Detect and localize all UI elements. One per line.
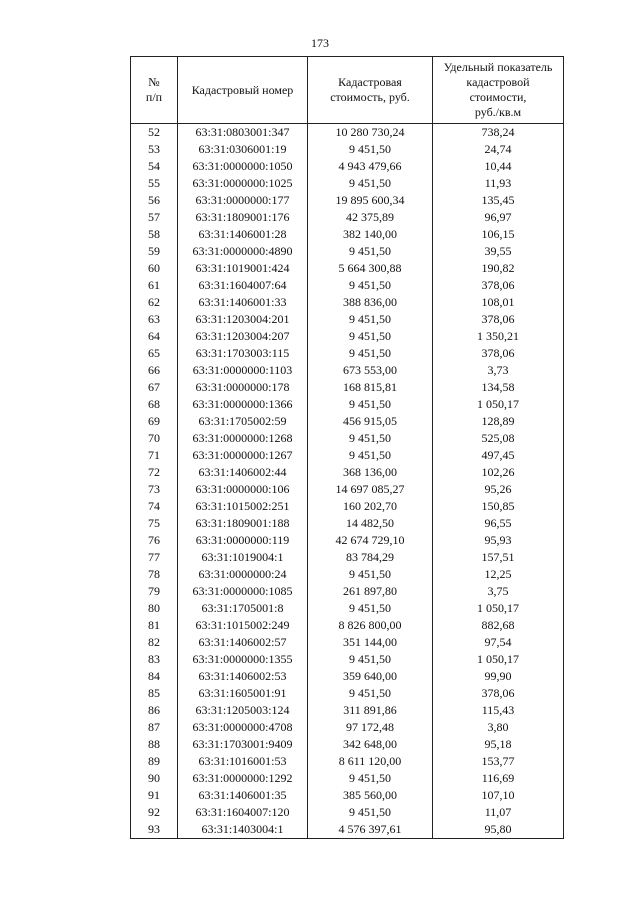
specific-indicator-cell: 11,93 xyxy=(433,175,564,192)
cadastral-number-cell: 63:31:0000000:4708 xyxy=(178,719,308,736)
row-number-cell: 77 xyxy=(131,549,178,566)
row-number-cell: 52 xyxy=(131,124,178,142)
specific-indicator-cell: 378,06 xyxy=(433,685,564,702)
cadastral-value-cell: 4 943 479,66 xyxy=(308,158,433,175)
row-number-cell: 63 xyxy=(131,311,178,328)
cadastral-value-cell: 9 451,50 xyxy=(308,328,433,345)
specific-indicator-cell: 128,89 xyxy=(433,413,564,430)
specific-indicator-cell: 95,18 xyxy=(433,736,564,753)
cadastral-number-cell: 63:31:1406001:33 xyxy=(178,294,308,311)
specific-indicator-cell: 1 050,17 xyxy=(433,396,564,413)
specific-indicator-cell: 1 050,17 xyxy=(433,651,564,668)
cadastral-value-cell: 9 451,50 xyxy=(308,600,433,617)
cadastral-number-cell: 63:31:0000000:24 xyxy=(178,566,308,583)
table-row xyxy=(131,498,564,515)
cadastral-value-cell: 9 451,50 xyxy=(308,243,433,260)
row-number-cell: 76 xyxy=(131,532,178,549)
header-row xyxy=(131,57,564,124)
specific-indicator-cell: 99,90 xyxy=(433,668,564,685)
row-number-cell: 67 xyxy=(131,379,178,396)
specific-indicator-cell: 378,06 xyxy=(433,345,564,362)
cadastral-number-cell: 63:31:1705002:59 xyxy=(178,413,308,430)
table-row xyxy=(131,447,564,464)
specific-indicator-cell: 190,82 xyxy=(433,260,564,277)
cadastral-value-cell: 9 451,50 xyxy=(308,685,433,702)
cadastral-number-cell: 63:31:1406002:57 xyxy=(178,634,308,651)
row-number-cell: 58 xyxy=(131,226,178,243)
table-row xyxy=(131,532,564,549)
specific-indicator-cell: 95,26 xyxy=(433,481,564,498)
row-number-cell: 61 xyxy=(131,277,178,294)
specific-indicator-cell: 95,80 xyxy=(433,821,564,839)
specific-indicator-cell: 1 050,17 xyxy=(433,600,564,617)
row-number-cell: 93 xyxy=(131,821,178,839)
specific-indicator-cell: 738,24 xyxy=(433,124,564,142)
row-number-cell: 72 xyxy=(131,464,178,481)
cadastral-number-cell: 63:31:1015002:249 xyxy=(178,617,308,634)
cadastral-value-cell: 9 451,50 xyxy=(308,804,433,821)
cadastral-value-cell: 456 915,05 xyxy=(308,413,433,430)
cadastral-value-cell: 9 451,50 xyxy=(308,430,433,447)
cadastral-number-cell: 63:31:0306001:19 xyxy=(178,141,308,158)
cadastral-number-cell: 63:31:0803001:347 xyxy=(178,124,308,142)
row-number-cell: 56 xyxy=(131,192,178,209)
cadastral-value-cell: 9 451,50 xyxy=(308,175,433,192)
row-number-cell: 57 xyxy=(131,209,178,226)
row-number-cell: 78 xyxy=(131,566,178,583)
cadastral-value-cell: 8 826 800,00 xyxy=(308,617,433,634)
cadastral-number-cell: 63:31:1605001:91 xyxy=(178,685,308,702)
cadastral-value-cell: 9 451,50 xyxy=(308,447,433,464)
specific-indicator-cell: 106,15 xyxy=(433,226,564,243)
table-body xyxy=(131,124,564,839)
specific-indicator-cell: 525,08 xyxy=(433,430,564,447)
specific-indicator-cell: 3,73 xyxy=(433,362,564,379)
table-row xyxy=(131,243,564,260)
table-row xyxy=(131,787,564,804)
table-row xyxy=(131,192,564,209)
row-number-cell: 59 xyxy=(131,243,178,260)
cadastral-number-cell: 63:31:1203004:207 xyxy=(178,328,308,345)
table-row xyxy=(131,566,564,583)
specific-indicator-cell: 134,58 xyxy=(433,379,564,396)
specific-indicator-cell: 39,55 xyxy=(433,243,564,260)
row-number-cell: 90 xyxy=(131,770,178,787)
table-row xyxy=(131,583,564,600)
cadastral-number-cell: 63:31:0000000:1050 xyxy=(178,158,308,175)
specific-indicator-cell: 97,54 xyxy=(433,634,564,651)
table-row xyxy=(131,175,564,192)
row-number-cell: 71 xyxy=(131,447,178,464)
cadastral-value-cell: 19 895 600,34 xyxy=(308,192,433,209)
cadastral-value-cell: 9 451,50 xyxy=(308,277,433,294)
specific-indicator-cell: 96,97 xyxy=(433,209,564,226)
cadastral-number-cell: 63:31:1604007:64 xyxy=(178,277,308,294)
row-number-cell: 87 xyxy=(131,719,178,736)
row-number-cell: 79 xyxy=(131,583,178,600)
table-header xyxy=(131,57,564,124)
cadastral-number-cell: 63:31:1205003:124 xyxy=(178,702,308,719)
row-number-cell: 74 xyxy=(131,498,178,515)
cadastral-value-cell: 311 891,86 xyxy=(308,702,433,719)
cadastral-value-cell: 388 836,00 xyxy=(308,294,433,311)
table-row xyxy=(131,430,564,447)
table-row xyxy=(131,634,564,651)
cadastral-value-cell: 351 144,00 xyxy=(308,634,433,651)
cadastral-value-cell: 385 560,00 xyxy=(308,787,433,804)
row-number-cell: 81 xyxy=(131,617,178,634)
row-number-cell: 86 xyxy=(131,702,178,719)
page-number: 173 xyxy=(311,36,329,50)
cadastral-number-cell: 63:31:0000000:1366 xyxy=(178,396,308,413)
cadastral-value-cell: 9 451,50 xyxy=(308,770,433,787)
row-number-cell: 66 xyxy=(131,362,178,379)
table-row xyxy=(131,753,564,770)
table-row xyxy=(131,294,564,311)
specific-indicator-cell: 10,44 xyxy=(433,158,564,175)
row-number-cell: 84 xyxy=(131,668,178,685)
table-row xyxy=(131,209,564,226)
table-row xyxy=(131,702,564,719)
cadastral-number-cell: 63:31:1019001:424 xyxy=(178,260,308,277)
table-row xyxy=(131,515,564,532)
specific-indicator-cell: 12,25 xyxy=(433,566,564,583)
table-row xyxy=(131,277,564,294)
table-row xyxy=(131,464,564,481)
specific-indicator-cell: 157,51 xyxy=(433,549,564,566)
cadastral-number-cell: 63:31:1015002:251 xyxy=(178,498,308,515)
table-row xyxy=(131,549,564,566)
row-number-cell: 92 xyxy=(131,804,178,821)
specific-indicator-cell: 102,26 xyxy=(433,464,564,481)
cadastral-value-cell: 168 815,81 xyxy=(308,379,433,396)
cadastral-number-cell: 63:31:1604007:120 xyxy=(178,804,308,821)
cadastral-number-cell: 63:31:0000000:1267 xyxy=(178,447,308,464)
cadastral-value-cell: 9 451,50 xyxy=(308,396,433,413)
cadastral-value-cell: 8 611 120,00 xyxy=(308,753,433,770)
specific-indicator-cell: 115,43 xyxy=(433,702,564,719)
table-row xyxy=(131,770,564,787)
cadastral-number-cell: 63:31:1705001:8 xyxy=(178,600,308,617)
cadastral-number-cell: 63:31:0000000:1355 xyxy=(178,651,308,668)
row-number-cell: 53 xyxy=(131,141,178,158)
cadastral-number-cell: 63:31:0000000:177 xyxy=(178,192,308,209)
cadastral-value-cell: 160 202,70 xyxy=(308,498,433,515)
cadastral-number-cell: 63:31:1406001:28 xyxy=(178,226,308,243)
cadastral-number-cell: 63:31:0000000:178 xyxy=(178,379,308,396)
table-row xyxy=(131,396,564,413)
table-row xyxy=(131,413,564,430)
table-row xyxy=(131,226,564,243)
specific-indicator-cell: 378,06 xyxy=(433,311,564,328)
cadastral-value-cell: 342 648,00 xyxy=(308,736,433,753)
table-row xyxy=(131,651,564,668)
specific-indicator-cell: 108,01 xyxy=(433,294,564,311)
table-row xyxy=(131,600,564,617)
cadastral-number-cell: 63:31:0000000:1292 xyxy=(178,770,308,787)
specific-indicator-cell: 107,10 xyxy=(433,787,564,804)
specific-indicator-cell: 11,07 xyxy=(433,804,564,821)
row-number-cell: 64 xyxy=(131,328,178,345)
table-row xyxy=(131,481,564,498)
cadastral-number-cell: 63:31:0000000:106 xyxy=(178,481,308,498)
cadastral-number-cell: 63:31:0000000:4890 xyxy=(178,243,308,260)
table-row xyxy=(131,124,564,142)
table-row xyxy=(131,821,564,839)
cadastral-number-cell: 63:31:1406002:53 xyxy=(178,668,308,685)
table-row xyxy=(131,141,564,158)
cadastral-number-cell: 63:31:0000000:1025 xyxy=(178,175,308,192)
cadastral-value-cell: 368 136,00 xyxy=(308,464,433,481)
cadastral-value-cell: 4 576 397,61 xyxy=(308,821,433,839)
row-number-cell: 91 xyxy=(131,787,178,804)
table-row xyxy=(131,668,564,685)
header-row-number: № п/п xyxy=(131,57,178,124)
table-row xyxy=(131,685,564,702)
cadastral-value-cell: 9 451,50 xyxy=(308,345,433,362)
row-number-cell: 80 xyxy=(131,600,178,617)
table-row xyxy=(131,311,564,328)
specific-indicator-cell: 3,80 xyxy=(433,719,564,736)
cadastral-number-cell: 63:31:1019004:1 xyxy=(178,549,308,566)
specific-indicator-cell: 96,55 xyxy=(433,515,564,532)
cadastral-value-cell: 42 375,89 xyxy=(308,209,433,226)
row-number-cell: 70 xyxy=(131,430,178,447)
table-row xyxy=(131,328,564,345)
specific-indicator-cell: 497,45 xyxy=(433,447,564,464)
cadastral-value-cell: 14 697 085,27 xyxy=(308,481,433,498)
cadastral-number-cell: 63:31:1406002:44 xyxy=(178,464,308,481)
specific-indicator-cell: 1 350,21 xyxy=(433,328,564,345)
table-row xyxy=(131,736,564,753)
cadastral-number-cell: 63:31:1403004:1 xyxy=(178,821,308,839)
cadastral-value-cell: 673 553,00 xyxy=(308,362,433,379)
cadastral-number-cell: 63:31:1203004:201 xyxy=(178,311,308,328)
row-number-cell: 82 xyxy=(131,634,178,651)
cadastral-number-cell: 63:31:1809001:176 xyxy=(178,209,308,226)
table-row xyxy=(131,362,564,379)
row-number-cell: 88 xyxy=(131,736,178,753)
table-row xyxy=(131,804,564,821)
table-row xyxy=(131,158,564,175)
row-number-cell: 60 xyxy=(131,260,178,277)
specific-indicator-cell: 150,85 xyxy=(433,498,564,515)
specific-indicator-cell: 882,68 xyxy=(433,617,564,634)
row-number-cell: 54 xyxy=(131,158,178,175)
header-cadastral-number: Кадастровый номер xyxy=(178,57,308,124)
row-number-cell: 68 xyxy=(131,396,178,413)
specific-indicator-cell: 135,45 xyxy=(433,192,564,209)
specific-indicator-cell: 95,93 xyxy=(433,532,564,549)
header-specific-indicator: Удельный показатель кадастровой стоимости, руб./кв.м xyxy=(433,57,564,124)
table-row xyxy=(131,719,564,736)
specific-indicator-cell: 153,77 xyxy=(433,753,564,770)
row-number-cell: 73 xyxy=(131,481,178,498)
cadastral-value-table xyxy=(130,56,564,839)
cadastral-value-cell: 9 451,50 xyxy=(308,311,433,328)
cadastral-value-cell: 42 674 729,10 xyxy=(308,532,433,549)
specific-indicator-cell: 3,75 xyxy=(433,583,564,600)
cadastral-value-cell: 14 482,50 xyxy=(308,515,433,532)
specific-indicator-cell: 116,69 xyxy=(433,770,564,787)
cadastral-value-cell: 9 451,50 xyxy=(308,651,433,668)
cadastral-number-cell: 63:31:1016001:53 xyxy=(178,753,308,770)
table-row xyxy=(131,379,564,396)
cadastral-number-cell: 63:31:1703003:115 xyxy=(178,345,308,362)
cadastral-value-cell: 97 172,48 xyxy=(308,719,433,736)
specific-indicator-cell: 24,74 xyxy=(433,141,564,158)
cadastral-value-cell: 359 640,00 xyxy=(308,668,433,685)
row-number-cell: 62 xyxy=(131,294,178,311)
cadastral-number-cell: 63:31:0000000:119 xyxy=(178,532,308,549)
cadastral-number-cell: 63:31:0000000:1103 xyxy=(178,362,308,379)
row-number-cell: 55 xyxy=(131,175,178,192)
cadastral-value-cell: 5 664 300,88 xyxy=(308,260,433,277)
table-row xyxy=(131,260,564,277)
row-number-cell: 85 xyxy=(131,685,178,702)
header-cadastral-value: Кадастровая стоимость, руб. xyxy=(308,57,433,124)
cadastral-number-cell: 63:31:1703001:9409 xyxy=(178,736,308,753)
cadastral-number-cell: 63:31:0000000:1268 xyxy=(178,430,308,447)
specific-indicator-cell: 378,06 xyxy=(433,277,564,294)
table-row xyxy=(131,617,564,634)
row-number-cell: 83 xyxy=(131,651,178,668)
cadastral-value-cell: 10 280 730,24 xyxy=(308,124,433,142)
row-number-cell: 69 xyxy=(131,413,178,430)
cadastral-number-cell: 63:31:1809001:188 xyxy=(178,515,308,532)
row-number-cell: 89 xyxy=(131,753,178,770)
cadastral-value-cell: 382 140,00 xyxy=(308,226,433,243)
cadastral-value-cell: 261 897,80 xyxy=(308,583,433,600)
cadastral-value-cell: 83 784,29 xyxy=(308,549,433,566)
table-row xyxy=(131,345,564,362)
row-number-cell: 75 xyxy=(131,515,178,532)
cadastral-value-cell: 9 451,50 xyxy=(308,141,433,158)
cadastral-number-cell: 63:31:0000000:1085 xyxy=(178,583,308,600)
cadastral-number-cell: 63:31:1406001:35 xyxy=(178,787,308,804)
row-number-cell: 65 xyxy=(131,345,178,362)
cadastral-value-cell: 9 451,50 xyxy=(308,566,433,583)
